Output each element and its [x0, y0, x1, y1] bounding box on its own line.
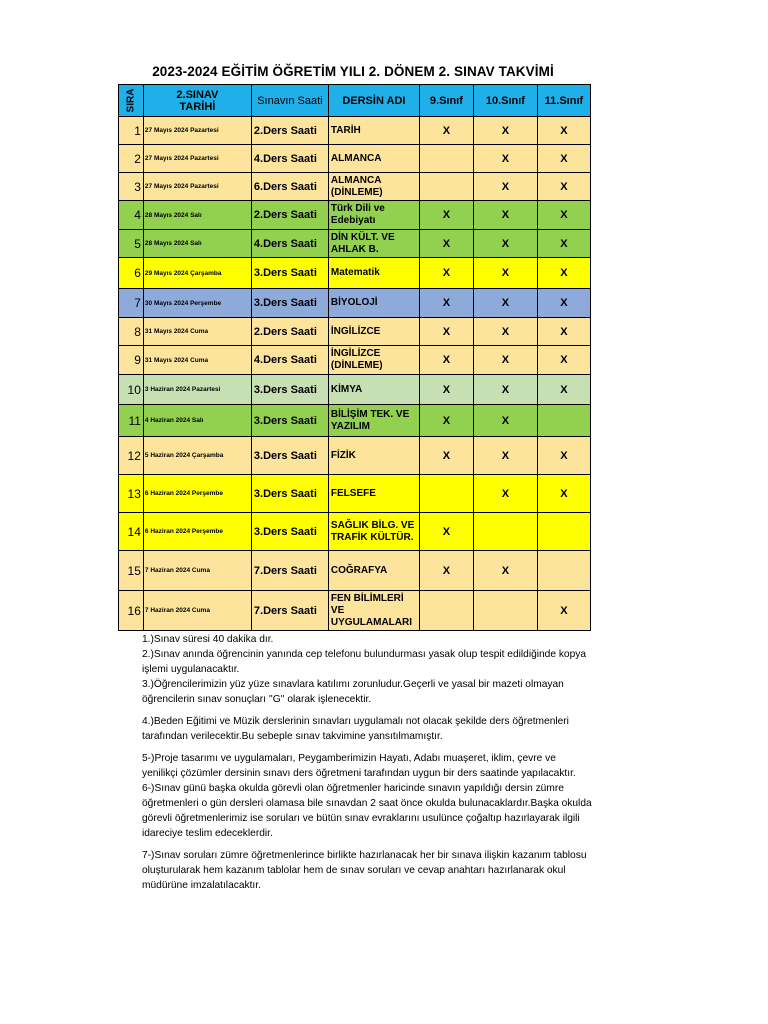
subject-name: DİN KÜLT. VE AHLAK B. [328, 230, 419, 258]
grade-10-mark: X [473, 289, 537, 318]
subject-name: Matematik [328, 258, 419, 289]
table-row [119, 475, 591, 513]
grade-9-mark: X [419, 437, 473, 475]
table-row [119, 591, 591, 631]
grade-11-mark: X [537, 437, 590, 475]
header-time: Sınavın Saati [251, 85, 328, 117]
exam-time: 7.Ders Saati [251, 551, 328, 591]
row-number: 8 [119, 318, 144, 346]
note-item: 2.)Sınav anında öğrencinin yanında cep telefonu bulundurması yasak olup tespit edildiğinde kopya işlemi uygulanacaktır. [142, 649, 587, 675]
row-number: 7 [119, 289, 144, 318]
row-number: 14 [119, 513, 144, 551]
grade-11-mark: X [537, 258, 590, 289]
exam-time: 3.Ders Saati [251, 375, 328, 405]
grade-9-mark: X [419, 513, 473, 551]
grade-11-mark: X [537, 289, 590, 318]
exam-time: 7.Ders Saati [251, 591, 328, 631]
exam-time: 2.Ders Saati [251, 318, 328, 346]
table-row [119, 145, 591, 173]
exam-date: 28 Mayıs 2024 Salı [143, 230, 251, 258]
note-item: 7-)Sınav soruları zümre öğretmenlerince birlikte hazırlanacak her bir sınava ilişkin kazanım tablosu oluşturularak hem kazanım tablolar hem de sınav soruları ve cevap anahtarı hazırlanarak okul müdürüne imzalatılacaktır. [142, 850, 587, 891]
grade-10-mark: X [473, 405, 537, 437]
grade-10-mark: X [473, 117, 537, 145]
grade-9-mark [419, 475, 473, 513]
grade-9-mark: X [419, 318, 473, 346]
subject-name: BİYOLOJİ [328, 289, 419, 318]
exam-time: 2.Ders Saati [251, 201, 328, 230]
header-sira: SIRA [119, 85, 144, 117]
grade-11-mark: X [537, 145, 590, 173]
note-item: 6-)Sınav günü başka okulda görevli olan öğretmenler haricinde sınavın yapıldığı dersin zümre öğretmenleri o gün dersleri olamasa bile sınavdan 2 saat önce okulda bulunacaklardır.Başka okulda görevli öğretmenlerimiz ise soruları ve bütün sınav evraklarını usulünce çoğaltıp hazırlayarak ilgili idareciye teslim edeceklerdir. [142, 783, 592, 839]
grade-9-mark: X [419, 551, 473, 591]
grade-10-mark: X [473, 475, 537, 513]
exam-time: 2.Ders Saati [251, 117, 328, 145]
exam-time: 3.Ders Saati [251, 258, 328, 289]
exam-date: 6 Haziran 2024 Perşembe [143, 513, 251, 551]
grade-9-mark: X [419, 289, 473, 318]
grade-11-mark: X [537, 346, 590, 375]
table-row [119, 173, 591, 201]
table-row [119, 230, 591, 258]
row-number: 5 [119, 230, 144, 258]
exam-schedule-table [118, 84, 591, 631]
subject-name: İNGİLİZCE [328, 318, 419, 346]
exam-time: 3.Ders Saati [251, 289, 328, 318]
grade-10-mark: X [473, 201, 537, 230]
row-number: 11 [119, 405, 144, 437]
row-number: 9 [119, 346, 144, 375]
grade-10-mark: X [473, 230, 537, 258]
grade-11-mark: X [537, 591, 590, 631]
row-number: 1 [119, 117, 144, 145]
exam-date: 5 Haziran 2024 Çarşamba [143, 437, 251, 475]
subject-name: FELSEFE [328, 475, 419, 513]
subject-name: BİLİŞİM TEK. VE YAZILIM [328, 405, 419, 437]
subject-name: Türk Dili ve Edebiyatı [328, 201, 419, 230]
subject-name: FİZİK [328, 437, 419, 475]
note-item: 4.)Beden Eğitimi ve Müzik derslerinin sınavları uygulamalı not olacak şekilde ders öğretmenleri tarafından verilecektir.Bu sebeple sınav takvimine yansıtılmamıştır. [142, 716, 569, 742]
notes-section [142, 632, 592, 893]
header-grade-10: 10.Sınıf [473, 85, 537, 117]
grade-9-mark: X [419, 346, 473, 375]
note-item: 5-)Proje tasarımı ve uygulamaları, Peygamberimizin Hayatı, Adabı muaşeret, iklim, çevre ve yenilikçi çözümler dersinin sınavı ders öğretmeni tarafından uygun bir ders saatinde yapılacaktır. [142, 753, 576, 779]
grade-11-mark [537, 405, 590, 437]
grade-10-mark: X [473, 375, 537, 405]
note-item: 3.)Öğrencilerimizin yüz yüze sınavlara katılımı zorunludur.Geçerli ve yasal bir mazeti olmayan öğrencilerin sınav sonuçları ''G'' olarak işlenecektir. [142, 679, 564, 705]
header-grade-11: 11.Sınıf [537, 85, 590, 117]
exam-date: 29 Mayıs 2024 Çarşamba [143, 258, 251, 289]
table-row [119, 201, 591, 230]
exam-time: 4.Ders Saati [251, 145, 328, 173]
grade-10-mark: X [473, 145, 537, 173]
grade-9-mark: X [419, 117, 473, 145]
grade-11-mark: X [537, 375, 590, 405]
grade-10-mark: X [473, 346, 537, 375]
grade-10-mark: X [473, 173, 537, 201]
grade-9-mark [419, 591, 473, 631]
table-row [119, 437, 591, 475]
exam-time: 3.Ders Saati [251, 475, 328, 513]
exam-date: 27 Mayıs 2024 Pazartesi [143, 117, 251, 145]
row-number: 10 [119, 375, 144, 405]
subject-name: FEN BİLİMLERİ VE UYGULAMALARI [328, 591, 419, 631]
header-row [119, 85, 591, 117]
header-date: 2.SINAV TARİHİ [143, 85, 251, 117]
row-number: 4 [119, 201, 144, 230]
exam-date: 3 Haziran 2024 Pazartesi [143, 375, 251, 405]
grade-9-mark [419, 145, 473, 173]
table-row [119, 258, 591, 289]
exam-time: 6.Ders Saati [251, 173, 328, 201]
grade-9-mark: X [419, 405, 473, 437]
subject-name: İNGİLİZCE (DİNLEME) [328, 346, 419, 375]
grade-9-mark [419, 173, 473, 201]
table-row [119, 375, 591, 405]
page-title: 2023-2024 EĞİTİM ÖĞRETİM YILI 2. DÖNEM 2. SINAV TAKVİMİ [152, 64, 554, 79]
grade-9-mark: X [419, 375, 473, 405]
exam-date: 27 Mayıs 2024 Pazartesi [143, 173, 251, 201]
exam-date: 31 Mayıs 2024 Cuma [143, 318, 251, 346]
header-grade-9: 9.Sınıf [419, 85, 473, 117]
exam-time: 4.Ders Saati [251, 230, 328, 258]
grade-11-mark [537, 551, 590, 591]
table-row [119, 405, 591, 437]
subject-name: ALMANCA (DİNLEME) [328, 173, 419, 201]
table-row [119, 318, 591, 346]
grade-11-mark: X [537, 117, 590, 145]
subject-name: ALMANCA [328, 145, 419, 173]
table-row [119, 117, 591, 145]
row-number: 3 [119, 173, 144, 201]
grade-9-mark: X [419, 201, 473, 230]
exam-date: 30 Mayıs 2024 Perşembe [143, 289, 251, 318]
exam-time: 3.Ders Saati [251, 437, 328, 475]
grade-9-mark: X [419, 230, 473, 258]
grade-10-mark [473, 513, 537, 551]
row-number: 12 [119, 437, 144, 475]
table-row [119, 346, 591, 375]
header-subject: DERSİN ADI [328, 85, 419, 117]
grade-10-mark [473, 591, 537, 631]
exam-time: 4.Ders Saati [251, 346, 328, 375]
grade-10-mark: X [473, 318, 537, 346]
exam-date: 4 Haziran 2024 Salı [143, 405, 251, 437]
grade-11-mark: X [537, 230, 590, 258]
exam-time: 3.Ders Saati [251, 513, 328, 551]
grade-11-mark: X [537, 173, 590, 201]
exam-date: 7 Haziran 2024 Cuma [143, 551, 251, 591]
row-number: 6 [119, 258, 144, 289]
grade-11-mark: X [537, 201, 590, 230]
subject-name: KİMYA [328, 375, 419, 405]
grade-11-mark [537, 513, 590, 551]
row-number: 16 [119, 591, 144, 631]
exam-date: 7 Haziran 2024 Cuma [143, 591, 251, 631]
exam-date: 31 Mayıs 2024 Cuma [143, 346, 251, 375]
grade-9-mark: X [419, 258, 473, 289]
exam-time: 3.Ders Saati [251, 405, 328, 437]
subject-name: TARİH [328, 117, 419, 145]
row-number: 13 [119, 475, 144, 513]
row-number: 15 [119, 551, 144, 591]
subject-name: COĞRAFYA [328, 551, 419, 591]
note-item: 1.)Sınav süresi 40 dakika dır. [142, 634, 274, 645]
exam-date: 27 Mayıs 2024 Pazartesi [143, 145, 251, 173]
table-row [119, 289, 591, 318]
exam-date: 6 Haziran 2024 Perşembe [143, 475, 251, 513]
subject-name: SAĞLIK BİLG. VE TRAFİK KÜLTÜR. [328, 513, 419, 551]
grade-10-mark: X [473, 437, 537, 475]
exam-date: 28 Mayıs 2024 Salı [143, 201, 251, 230]
row-number: 2 [119, 145, 144, 173]
grade-11-mark: X [537, 318, 590, 346]
grade-10-mark: X [473, 551, 537, 591]
table-row [119, 551, 591, 591]
grade-10-mark: X [473, 258, 537, 289]
grade-11-mark: X [537, 475, 590, 513]
table-row [119, 513, 591, 551]
